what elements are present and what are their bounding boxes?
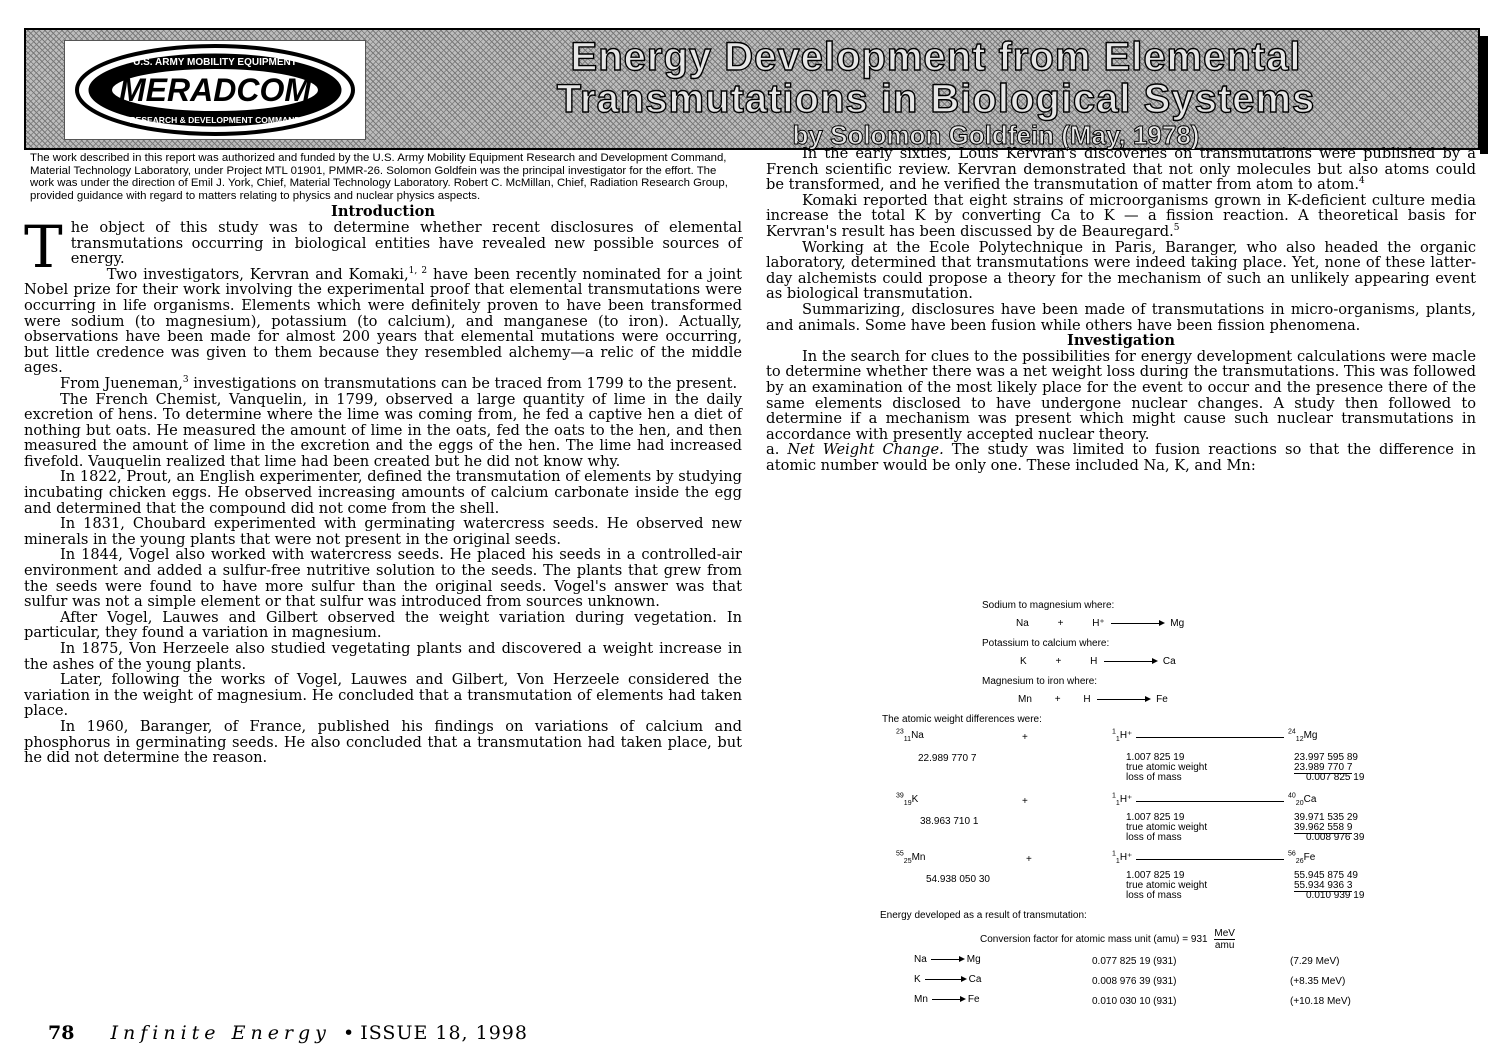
atomic-number: 19 [903,800,912,807]
investigation-heading: Investigation [1067,332,1175,350]
element: K [911,794,919,805]
element: H⁺ [1119,852,1133,863]
paragraph-choubard: In 1831, Choubard experimented with germinating watercress seeds. He observed new minerals in the young plants that were not present in the original seeds. [24,515,742,548]
atomic-number: 11 [903,736,912,743]
element-symbol [896,730,924,741]
k-label: Potassium to calcium where: [982,638,1110,649]
plus-sign: + [1026,854,1032,865]
bullet: • [342,1022,355,1044]
reactant: Na [1016,618,1029,629]
na-label: Sodium to magnesium where: [982,600,1115,611]
true-weight: 23.989 770 7 [1294,762,1353,773]
arrow-icon [925,979,965,980]
introduction-heading: Introduction [331,203,435,221]
footnote-ref: 4 [1359,176,1365,187]
paragraph-komaki [766,193,1476,240]
reactant: Na [914,954,927,965]
element: Ca [1303,794,1317,805]
paragraph-jueneman [24,376,742,392]
mass-number: 1 [1112,728,1116,736]
loss-label: loss of mass [1126,832,1182,843]
hydrogen [1112,730,1132,743]
differences-label: The atomic weight differences were: [882,714,1042,725]
hydrogen [1112,794,1132,807]
item-title: Net Weight Change. [787,441,944,459]
paragraph-vogel: In 1844, Vogel also worked with watercress seeds. He placed his seeds in a controlled-air environment and added a sulfur-free nutritive solution to the seeds. The plants that grew from the seeds were found to have more sulfur than the original seeds. Vogel's answer was that sulfur was not a simple element or that sulfur was introduced from sources unknown. [24,546,742,611]
arrow-icon [1111,623,1163,624]
mass-number: 56 [1288,850,1296,858]
product: Ca [968,974,982,985]
hydrogen [1112,852,1132,865]
energy-calc: 0.077 825 19 (931) [1092,956,1177,967]
true-weight: 55.934 936 3 [1294,880,1353,891]
element: Fe [1303,852,1316,863]
reactant-weight: 54.938 050 30 [926,874,990,885]
conversion-factor [980,928,1235,951]
mass-number: 24 [1288,728,1296,736]
element: Na [911,730,924,741]
credit-note: The work described in this report was authorized and funded by the U.S. Army Mobility Equipment Research and Development Command, Material Technology Laboratory, under Project MTL 01901, PMMR-26. Solomon Goldfein was the principal investigator for the effort. The work was under the direction of Emil J. York, Chief, Material Technology Laboratory. Robert C. McMillan, Chief, Radiation Research Group, provided guidance with regard to matters relating to physics and nuclear physics aspects. [30,152,728,202]
footnote-ref: 5 [1173,223,1180,234]
atomic-number: 26 [1295,858,1304,865]
true-weight-label: true atomic weight [1126,762,1208,773]
element: Mg [1303,730,1318,741]
product [1288,852,1315,865]
reactant-weight: 22.989 770 7 [918,753,977,764]
product: Mg [1170,618,1185,629]
mass-number: 40 [1288,792,1296,800]
plus-sign: + [1022,732,1028,743]
title-banner [24,28,1480,150]
plus-sign: + [1057,618,1064,629]
energy-label: Energy developed as a result of transmutation: [880,910,1087,921]
footnote-ref: 1, 2 [408,265,428,276]
element: H⁺ [1119,794,1133,805]
title-line-2: Transmutations in Biological Systems [556,77,1316,121]
text: The study was limited to fusion reactions so that the difference in atomic number would be only one. These included Na, K, and Mn: [766,441,1476,474]
text: From Jueneman, [60,374,183,392]
reactant: K [1020,656,1027,667]
product: Fe [1156,694,1168,705]
footnote-ref: 3 [182,375,189,386]
mn-reaction [1018,694,1168,705]
item-label: a. [766,441,780,459]
magazine-name: Infinite Energy [110,1022,331,1044]
element: Mn [911,852,926,863]
element: H⁺ [1119,730,1133,741]
true-weight-label: true atomic weight [1126,880,1208,891]
reactant-weight: 38.963 710 1 [920,816,979,827]
paragraph-lauwes: After Vogel, Lauwes and Gilbert observed the weight variation during vegetation. In particular, they found a variation in magnesium. [24,608,742,642]
atomic-number: 25 [903,858,912,865]
sum-weight: 55.945 875 49 [1294,870,1358,881]
energy-calc: 0.010 030 10 (931) [1092,996,1177,1007]
mass-loss: 0.007 825 19 [1306,772,1365,783]
mass-number: 1 [1112,850,1116,858]
na-reaction [1016,618,1184,629]
logo-top-text: U.S. ARMY MOBILITY EQUIPMENT [133,57,297,68]
product: Fe [967,994,980,1005]
paragraph-net-weight [766,442,1476,473]
energy-calc: 0.008 976 39 (931) [1092,976,1177,987]
text: Komaki reported that eight strains of microorganisms grown in K-deficient culture media increase the total K by converting Ca to K — a fission reaction. A theoretical basis for Kervran's result has been discussed by de Beauregard. [766,191,1476,240]
atomic-number: 12 [1295,736,1304,743]
reactant: Mn [1018,694,1032,705]
mass-number: 23 [896,728,904,736]
text: investigations on transmutations can be traced from 1799 to the present. [188,374,738,392]
hydrogen-weight: 1.007 825 19 [1126,870,1185,881]
article-title [406,36,1466,151]
mass-number: 55 [896,850,904,858]
atomic-number: 20 [1295,800,1304,807]
sum-weight: 39.971 535 29 [1294,812,1358,823]
product: Mg [966,954,981,965]
mn-label: Magnesium to iron where: [982,676,1098,687]
hydrogen-weight: 1.007 825 19 [1126,752,1185,763]
mass-number: 39 [896,792,904,800]
mn-row [896,852,926,865]
product: Ca [1162,656,1176,667]
conversion-text: Conversion factor for atomic mass unit (amu) = 931 [980,934,1208,946]
title-line-1: Energy Development from Elemental [570,35,1302,79]
meradcom-logo [64,40,366,140]
plus-sign: + [1054,694,1061,705]
product [1288,794,1316,807]
arrow-icon [1136,801,1284,802]
paragraph-investigators [24,267,742,376]
logo-main-text: MERADCOM [119,72,311,108]
meradcom-logo-graphic [65,41,365,139]
paragraph-summary: Summarizing, disclosures have been made of transmutations in micro-organisms, plants, and animals. Some have been fusion while others have been fission phenomena. [766,300,1476,334]
text: In the early sixties, Louis Kervran's discoveries on transmutations were published by a French scientific review. Kervran demonstrated that not only molecules but also atoms could be transformed, and he verified the transmutation of matter from atom to atom. [766,145,1476,194]
atomic-number: 1 [1115,858,1120,865]
reactant: H [1090,656,1098,667]
energy-result: (+8.35 MeV) [1290,976,1346,987]
paragraph-baranger: In 1960, Baranger, of France, published his findings on variations of calcium and phosphorus in germinating seeds. He also concluded that a transmutation had taken place, but he did not determine the reason. [24,717,742,767]
denominator: amu [1214,940,1235,951]
plus-sign: + [1022,796,1028,807]
text: have been recently nominated for a joint Nobel prize for their work involving the experimental proof that elemental transmutations were occurring in life organisms. Elements which were definitely proven to have been transformed were sodium (to magnesium), potassium (to calcium), and manganese (to iron). Actually, observations have been made for almost 200 years that elemental mutations were occurring, but little credence was given to them because they resembled alchemy—a relic of the middle ages. [24,265,742,377]
reactant: H [1083,694,1091,705]
paragraph-prout: In 1822, Prout, an English experimenter, defined the transmutation of elements by studying incubating chicken eggs. He observed increasing amounts of calcium carbonate inside the egg and determined that the compound did not come from the shell. [24,468,742,517]
paragraph-herzeele-2: Later, following the works of Vogel, Lauwes and Gilbert, Von Herzeele considered the variation in the weight of magnesium. He concluded that a transmutation of elements had taken place. [24,671,742,720]
issue-label: ISSUE 18, 1998 [360,1022,528,1044]
energy-result: (7.29 MeV) [1290,956,1340,967]
arrow-icon [1136,859,1284,860]
mass-loss: 0.008 976 39 [1306,832,1365,843]
paragraph-kervran [766,146,1476,193]
energy-row-na [914,954,981,965]
arrow-icon [931,959,963,960]
paragraph-ecole: Working at the Ecole Polytechnique in Paris, Baranger, who also headed the organic laboratory, determined that transmutations were indeed taking place. Yet, none of these latter-day alchemists could propose a theory for the mechanism of such an unlikely appearing event as biological transmutation. [766,238,1476,303]
true-weight-label: true atomic weight [1126,822,1208,833]
arrow-icon [932,999,964,1000]
paragraph-herzeele: In 1875, Von Herzeele also studied vegetating plants and discovered a weight increase in the ashes of the young plants. [24,640,742,673]
page-footer [48,1022,528,1044]
atomic-number: 1 [1115,800,1120,807]
text: Two investigators, Kervran and Komaki, [106,265,409,283]
paragraph-vanquelin: The French Chemist, Vanquelin, in 1799, observed a large quantity of lime in the daily excretion of hens. To determine where the lime was coming from, he fed a captive hen a diet of nothing but oats. He measured the amount of lime in the oats, fed the oats to the hen, and then measured the amount of lime in the excretion and the eggs of the hen. The lime had increased fivefold. Vauquelin realized that lime had been created but he did not know why. [24,390,742,470]
arrow-icon [1104,661,1156,662]
true-weight: 39.962 558 9 [1294,822,1353,833]
drop-cap: T [24,212,63,281]
product [1288,730,1318,743]
left-column [24,152,742,766]
atomic-number: 1 [1115,736,1120,743]
intro-text: he object of this study was to determine whether recent disclosures of elemental transmutations occurring in biological entities have revealed new possible sources of energy. [70,218,742,268]
energy-result: (+10.18 MeV) [1290,996,1351,1007]
byline: by Solomon Goldfein (May, 1978) [792,120,1200,150]
reactant: K [914,974,921,985]
na-row [896,730,924,743]
sum-weight: 23.997 595 89 [1294,752,1358,763]
loss-label: loss of mass [1126,890,1182,901]
mass-loss: 0.010 939 19 [1306,890,1365,901]
logo-bottom-text: RESEARCH & DEVELOPMENT COMMAND [129,115,301,125]
numerator: MeV [1214,928,1235,939]
loss-label: loss of mass [1126,772,1182,783]
k-row [896,794,918,807]
energy-row-k [914,974,981,985]
reactant: H⁺ [1092,618,1105,629]
k-reaction [1020,656,1176,667]
energy-row-mn [914,994,980,1005]
mass-number: 1 [1112,792,1116,800]
equations-block [760,596,1476,1016]
reactant: Mn [914,994,928,1005]
fraction [1214,928,1235,951]
right-column [766,146,1476,473]
arrow-icon [1136,737,1284,738]
arrow-icon [1097,699,1149,700]
plus-sign: + [1055,656,1062,667]
hydrogen-weight: 1.007 825 19 [1126,812,1185,823]
paragraph-search: In the search for clues to the possibilities for energy development calculations were macle to determine whether there was a net weight loss during the transmutations. This was followed by an examination of the most likely place for the event to occur and the presence there of the same elements disclosed to have undergone nuclear changes. A study then followed to determine if a mechanism was present which might cause such nuclear transmutations in accordance with presently accepted nuclear theory. [766,347,1476,443]
page-number: 78 [48,1022,75,1044]
